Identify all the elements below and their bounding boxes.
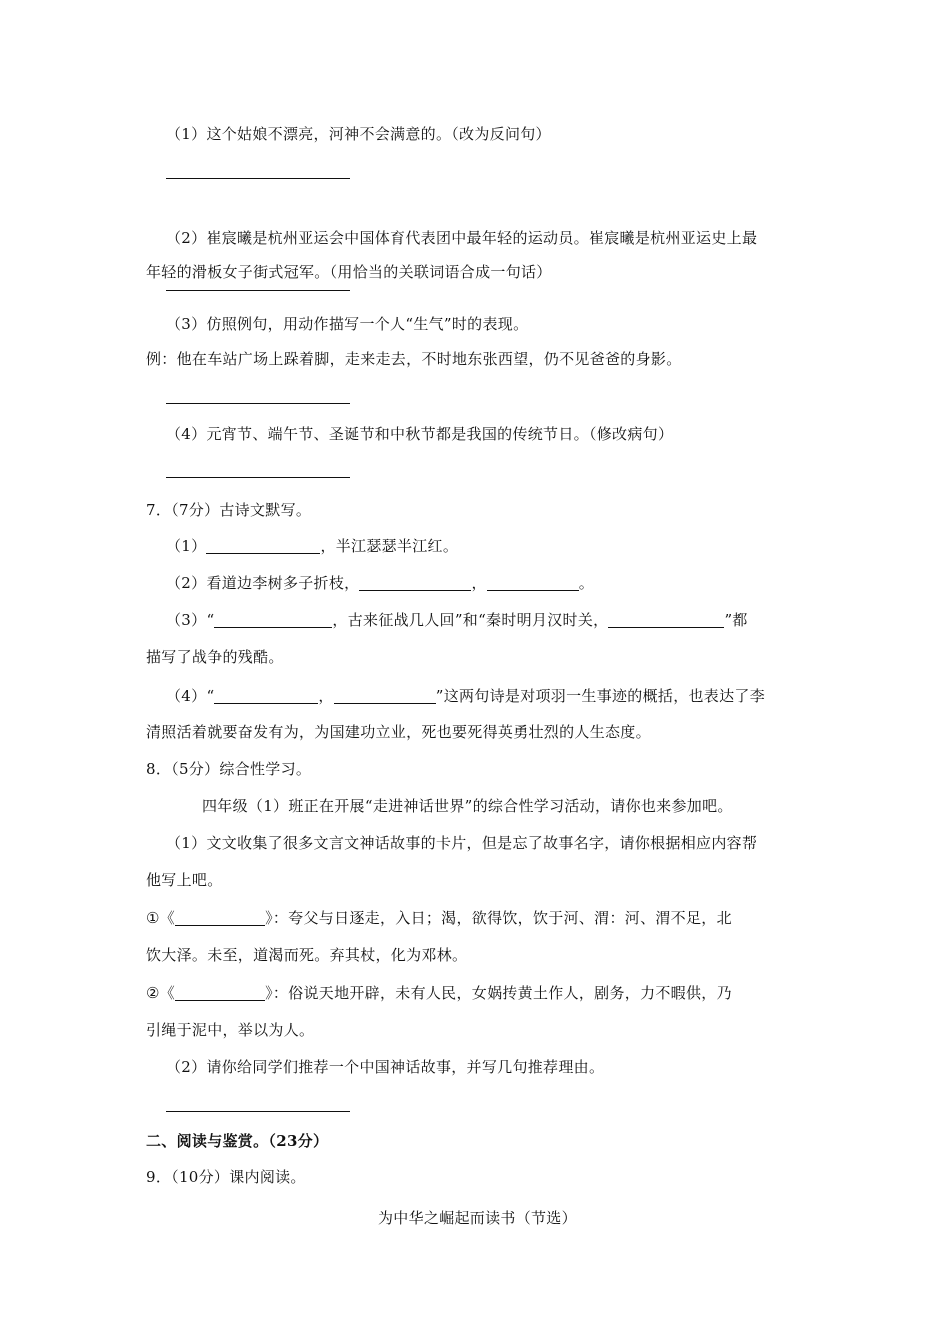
q8-card1-line1: ①《 》：夸父与日逐走，入日；渴，欲得饮，饮于河、渭：河、渭不足，北 [146,909,732,927]
q6-item1: （1）这个姑娘不漂亮，河神不会满意的。（改为反问句） [166,125,551,143]
q8-item1-line2: 他写上吧。 [146,871,223,889]
q6-item2-line2: 年轻的滑板女子街式冠军。（用恰当的关联词语合成一句话） [146,263,552,281]
answer-line[interactable] [166,403,350,404]
fill-blank[interactable] [334,687,436,704]
q7-item2: （2）看道边李树多子折枝， ， 。 [166,574,595,592]
q6-item3-example: 例：他在车站广场上跺着脚，走来走去，不时地东张西望，仍不见爸爸的身影。 [146,350,682,368]
q8-item1-line1: （1）文文收集了很多文言文神话故事的卡片，但是忘了故事名字，请你根据相应内容帮 [166,834,758,852]
answer-line[interactable] [166,1111,350,1112]
q6-item2-line1: （2）崔宸曦是杭州亚运会中国体育代表团中最年轻的运动员。崔宸曦是杭州亚运史上最 [166,229,758,247]
fill-blank[interactable] [175,984,265,1001]
fill-blank[interactable] [487,574,579,591]
q7-item4-line1: （4）“ ， ”这两句诗是对项羽一生事迹的概括，也表达了李 [166,687,766,705]
q7-item3-line1: （3）“ ，古来征战几人回”和“秦时明月汉时关， ”都 [166,611,748,629]
q8-item2: （2）请你给同学们推荐一个中国神话故事，并写几句推荐理由。 [166,1058,605,1076]
passage-title: 为中华之崛起而读书（节选） [378,1209,577,1227]
q8-title: 8．（5分）综合性学习。 [146,760,312,778]
q6-item4: （4）元宵节、端午节、圣诞节和中秋节都是我国的传统节日。（修改病句） [166,425,674,443]
q8-card2-line2: 引绳于泥中，举以为人。 [146,1021,315,1039]
fill-blank[interactable] [175,909,265,926]
q6-item3: （3）仿照例句，用动作描写一个人“生气”时的表现。 [166,315,529,333]
q7-item4-line2: 清照活着就要奋发有为，为国建功立业，死也要死得英勇壮烈的人生态度。 [146,723,651,741]
q8-intro: 四年级（1）班正在开展“走进神话世界”的综合性学习活动，请你也来参加吧。 [202,797,733,815]
fill-blank[interactable] [214,687,318,704]
section-2-title: 二、阅读与鉴赏。（23分） [146,1132,329,1150]
fill-blank[interactable] [214,611,332,628]
q7-title: 7．（7分）古诗文默写。 [146,501,312,519]
answer-line[interactable] [166,477,350,478]
q8-card2-line1: ②《 》：俗说天地开辟，未有人民，女娲抟黄土作人，剧务，力不暇供，乃 [146,984,732,1002]
answer-line[interactable] [166,178,350,179]
q7-item1: （1） ，半江瑟瑟半江红。 [166,537,459,555]
q7-item3-line2: 描写了战争的残酷。 [146,648,284,666]
q8-card1-line2: 饮大泽。未至，道渴而死。弃其杖，化为邓林。 [146,946,468,964]
fill-blank[interactable] [206,537,320,554]
fill-blank[interactable] [608,611,724,628]
fill-blank[interactable] [359,574,471,591]
q9-title: 9．（10分）课内阅读。 [146,1168,306,1186]
answer-line[interactable] [166,290,350,291]
